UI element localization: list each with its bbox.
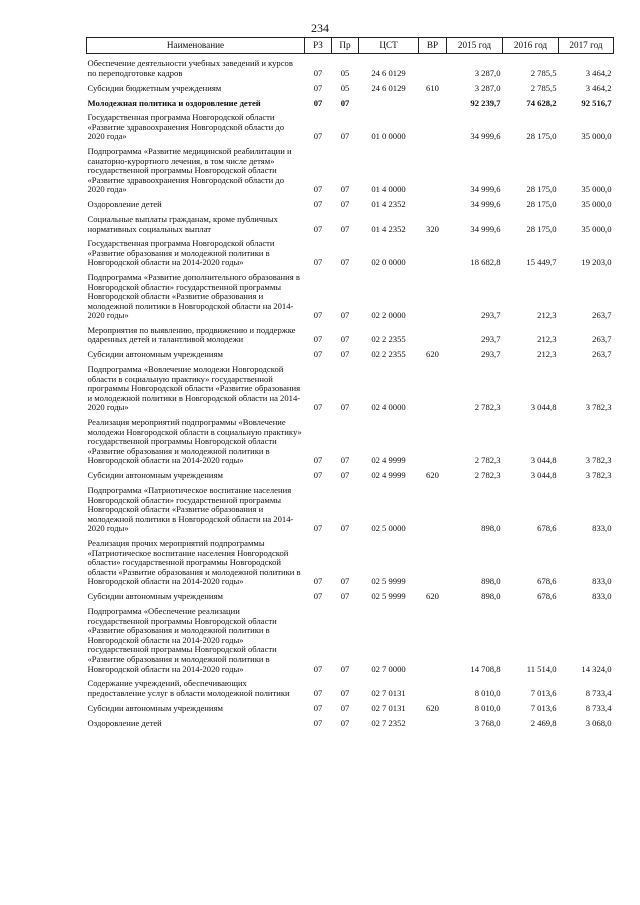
header-2017: 2017 год [559,38,614,54]
cell-pr: 05 [340,82,350,93]
cell-rz: 07 [313,576,323,587]
cell-name: Подпрограмма «Обеспечение реализации государственной программы Новгородской области «Развитие образования и молодежной политики в Новгородской области на 2014-2020 годы» государственной программы Новгородской области «Развитие образования и молодежной политики в Новгородской области на 2014-2020 годы» [87,605,277,674]
cell-rz: 07 [313,455,323,466]
cell-2017: 3 464,2 [585,82,612,93]
cell-vr: 320 [426,223,439,234]
header-2015: 2015 год [447,38,503,54]
cell-2016: 212,3 [537,334,557,345]
cell-2016: 3 044,8 [530,455,557,466]
cell-cst: 02 7 0131 [371,702,406,713]
cell-name: Оздоровление детей [87,199,162,210]
cell-pr: 07 [340,523,350,534]
table-row [87,78,614,93]
cell-2015: 293,7 [481,349,501,360]
cell-name: Реализация мероприятий подпрограммы «Вовлечение молодежи Новгородской области в социальную практику» государственной программы Новгородской области «Развитие образования и молодежной политики в Новгородской области на 2014-2020 годы» [87,417,302,466]
cell-vr [419,413,447,466]
cell-vr [419,195,447,210]
cell-2015: 18 682,8 [470,257,501,268]
cell-pr: 07 [340,184,350,195]
cell-vr: 620 [426,470,439,481]
cell-2015: 8 010,0 [474,702,501,713]
cell-rz: 07 [313,663,323,674]
cell-2015: 3 287,0 [474,82,501,93]
cell-2015: 2 782,3 [474,402,501,413]
cell-2016: 7 013,6 [530,702,557,713]
cell-vr [419,674,447,698]
table-row [87,54,614,79]
cell-cst: 01 4 2352 [371,223,406,234]
table-row [87,195,614,210]
cell-2015: 34 999,6 [470,184,501,195]
cell-name: Субсидии автономным учреждениям [87,591,223,602]
cell-2016: 28 175,0 [526,184,557,195]
cell-cst: 24 6 0129 [371,82,406,93]
cell-vr [419,321,447,345]
cell-rz: 07 [313,687,323,698]
cell-2015: 34 999,6 [470,199,501,210]
cell-2015: 2 782,3 [474,470,501,481]
cell-rz: 07 [313,470,323,481]
table-row [87,210,614,234]
table-row [87,268,614,321]
cell-2017: 8 733,4 [585,687,612,698]
table-row [87,534,614,587]
cell-pr: 07 [340,702,350,713]
cell-name: Субсидии автономным учреждениям [87,349,223,360]
cell-2016: 28 175,0 [526,223,557,234]
cell-cst: 24 6 0129 [371,67,406,78]
cell-2017: 8 733,4 [585,702,612,713]
cell-rz: 07 [313,334,323,345]
cell-vr: 620 [426,591,439,602]
header-vr: ВР [419,38,447,54]
cell-pr: 05 [340,67,350,78]
cell-2015: 898,0 [481,591,501,602]
table-row [87,481,614,534]
header-pr: Пр [332,38,359,54]
cell-2016: 678,6 [537,591,557,602]
cell-vr [419,234,447,268]
cell-name: Подпрограмма «Патриотическое воспитание населения Новгородской области» государственной программы Новгородской области «Развитие образования и молодежной политики в Новгородской области на 2014-2020 годы» [87,485,294,534]
cell-cst: 02 7 0000 [371,663,406,674]
cell-cst [359,93,419,108]
cell-2017: 3 068,0 [585,717,612,728]
cell-rz: 07 [313,402,323,413]
cell-rz: 07 [313,97,323,108]
cell-cst: 02 2 2355 [371,334,406,345]
cell-2015: 293,7 [481,334,501,345]
cell-2017: 833,0 [592,591,612,602]
cell-2015: 34 999,6 [470,223,501,234]
cell-2017: 263,7 [592,349,612,360]
cell-2016: 678,6 [537,523,557,534]
cell-name: Оздоровление детей [87,717,162,728]
cell-2015: 293,7 [481,310,501,321]
cell-2015: 92 239,7 [470,97,501,108]
cell-pr: 07 [340,349,350,360]
cell-name: Обеспечение деятельности учебных заведений и курсов по переподготовке кадров [87,58,293,78]
table-row [87,321,614,345]
cell-2017: 3 464,2 [585,67,612,78]
table-row [87,674,614,698]
cell-cst: 01 0 0000 [371,131,406,142]
cell-2016: 212,3 [537,310,557,321]
cell-rz: 07 [313,184,323,195]
cell-pr: 07 [340,223,350,234]
cell-pr: 07 [340,199,350,210]
cell-2016: 3 044,8 [530,402,557,413]
cell-name: Подпрограмма «Развитие дополнительного образования в Новгородской области» государственной программы Новгородской области «Развитие образования и молодежной политики в Новгородской области на 2014-2020 годы» [87,271,300,321]
cell-2016: 28 175,0 [526,131,557,142]
cell-cst: 02 0 0000 [371,257,406,268]
table-row [87,602,614,674]
cell-cst: 01 4 0000 [371,184,406,195]
cell-rz: 07 [313,591,323,602]
cell-2015: 2 782,3 [474,455,501,466]
header-row [87,38,614,54]
cell-name: Реализация прочих мероприятий подпрограммы «Патриотическое воспитание населения Новгородской области» государственной программы Новгородской области «Развитие образования и молодежной политики в Новгородской области на 2014-2020 годы» [87,537,301,587]
cell-rz: 07 [313,67,323,78]
header-rz: РЗ [305,38,332,54]
cell-name: Мероприятия по выявлению, продвижению и поддержке одаренных детей и талантливой молодежи [87,324,296,345]
cell-rz: 07 [313,257,323,268]
cell-cst: 02 7 2352 [371,717,406,728]
cell-pr: 07 [340,131,350,142]
cell-vr [419,142,447,195]
cell-vr [419,602,447,674]
cell-name: Молодежная политика и оздоровление детей [87,97,261,108]
cell-rz: 07 [313,349,323,360]
cell-2017: 3 782,3 [585,470,612,481]
cell-2017: 3 782,3 [585,455,612,466]
cell-name: Государственная программа Новгородской области «Развитие здравоохранения Новгородской области до 2020 года» [87,112,285,142]
header-2016: 2016 год [503,38,559,54]
cell-name: Субсидии автономным учреждениям [87,702,223,713]
cell-2017: 35 000,0 [581,199,612,210]
cell-2015: 34 999,6 [470,131,501,142]
cell-pr: 07 [340,402,350,413]
cell-vr: 620 [426,702,439,713]
cell-pr: 07 [340,470,350,481]
page-number: 234 [311,21,329,35]
cell-2016: 28 175,0 [526,199,557,210]
cell-pr: 07 [340,97,350,108]
cell-vr: 610 [426,82,439,93]
cell-2016: 2 785,5 [530,67,557,78]
cell-cst: 02 5 0000 [371,523,406,534]
cell-pr: 07 [340,257,350,268]
cell-rz: 07 [313,223,323,234]
cell-cst: 02 4 9999 [371,455,406,466]
cell-name: Подпрограмма «Развитие медицинской реабилитации и санаторно-курортного лечения, в том числе детям» государственной программы Новгородской области «Развитие здравоохранения Новгородской области до 2020 года» [87,145,292,195]
cell-2017: 35 000,0 [581,131,612,142]
cell-cst: 02 4 0000 [371,402,406,413]
cell-pr: 07 [340,455,350,466]
cell-2015: 8 010,0 [474,687,501,698]
cell-2016: 212,3 [537,349,557,360]
cell-2016: 2 469,8 [530,717,557,728]
cell-rz: 07 [313,702,323,713]
header-name: Наименование [87,38,305,54]
cell-name: Содержание учреждений, обеспечивающих предоставление услуг в области молодежной политики [87,678,290,698]
cell-2016: 678,6 [537,576,557,587]
cell-rz: 07 [313,310,323,321]
cell-vr [419,54,447,79]
cell-cst: 02 5 9999 [371,576,406,587]
table-row [87,466,614,481]
cell-cst: 02 4 9999 [371,470,406,481]
cell-rz: 07 [313,199,323,210]
table-row [87,360,614,413]
cell-2016: 74 628,2 [526,97,557,108]
cell-2015: 14 708,8 [470,663,501,674]
cell-2016: 3 044,8 [530,470,557,481]
table-row [87,698,614,713]
cell-name: Субсидии бюджетным учреждениям [87,82,222,93]
cell-rz: 07 [313,131,323,142]
cell-pr: 07 [340,576,350,587]
table-body [87,54,614,729]
cell-cst: 02 5 9999 [371,591,406,602]
table-row [87,413,614,466]
table-row [87,142,614,195]
cell-2017: 3 782,3 [585,402,612,413]
table-row [87,345,614,360]
cell-pr: 07 [340,591,350,602]
cell-2017: 35 000,0 [581,184,612,195]
cell-cst: 02 2 0000 [371,310,406,321]
cell-vr [419,360,447,413]
cell-2016: 2 785,5 [530,82,557,93]
cell-2017: 263,7 [592,310,612,321]
cell-2017: 833,0 [592,523,612,534]
cell-2015: 898,0 [481,523,501,534]
cell-cst: 02 7 0131 [371,687,406,698]
cell-2017: 19 203,0 [581,257,612,268]
cell-pr: 07 [340,717,350,728]
cell-name: Подпрограмма «Вовлечение молодежи Новгородской области в социальную практику» государственной программы Новгородской области «Развитие образования и молодежной политики в Новгородской области на 2014-2020 годы» [87,364,301,413]
cell-rz: 07 [313,523,323,534]
table-row [87,234,614,268]
cell-vr: 620 [426,349,439,360]
table-row [87,93,614,108]
table-row [87,713,614,728]
cell-vr [419,534,447,587]
table-row [87,587,614,602]
cell-pr: 07 [340,663,350,674]
cell-name: Субсидии автономным учреждениям [87,470,223,481]
cell-vr [419,108,447,142]
cell-vr [419,93,447,108]
cell-pr: 07 [340,687,350,698]
cell-2016: 7 013,6 [530,687,557,698]
cell-name: Государственная программа Новгородской области «Развитие образования и молодежной политики в Новгородской области на 2014-2020 годы» [87,238,275,268]
cell-2017: 263,7 [592,334,612,345]
cell-2017: 833,0 [592,576,612,587]
cell-vr [419,713,447,728]
cell-2016: 15 449,7 [526,257,557,268]
cell-2015: 898,0 [481,576,501,587]
cell-vr [419,268,447,321]
budget-table [86,37,614,728]
cell-cst: 02 2 2355 [371,349,406,360]
cell-2016: 11 514,0 [526,663,557,674]
cell-vr [419,481,447,534]
cell-2017: 35 000,0 [581,223,612,234]
cell-name: Социальные выплаты гражданам, кроме публичных нормативных социальных выплат [87,213,278,234]
cell-rz: 07 [313,717,323,728]
cell-rz: 07 [313,82,323,93]
cell-2015: 3 768,0 [474,717,501,728]
cell-pr: 07 [340,334,350,345]
cell-2015: 3 287,0 [474,67,501,78]
cell-pr: 07 [340,310,350,321]
cell-2017: 92 516,7 [581,97,612,108]
cell-2017: 14 324,0 [581,663,612,674]
table-row [87,108,614,142]
cell-cst: 01 4 2352 [371,199,406,210]
header-cst: ЦСТ [359,38,419,54]
